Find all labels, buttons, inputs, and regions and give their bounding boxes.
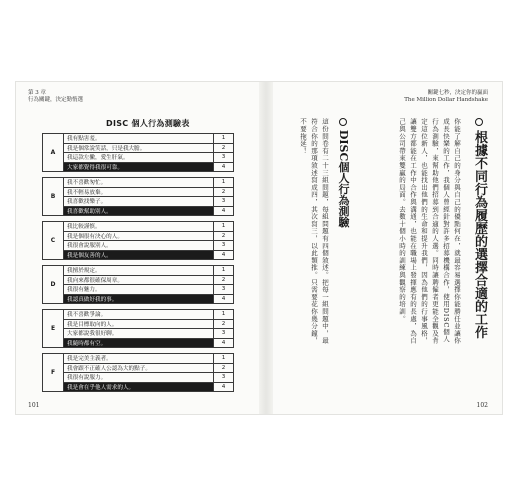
stopwatch-icon xyxy=(339,118,347,126)
score-cell: 3 xyxy=(214,241,234,251)
test-row xyxy=(43,382,234,392)
chapter-label: 第 3 章 xyxy=(28,90,46,96)
subsection-body: 這份問卷有二十三組問題，每組問題有四個敘述。把每一組問題中，最符合你的那項敘述寫成四，其次寫三，以此類推。只需要花你幾分鐘，不要拖延！ xyxy=(299,118,329,345)
disc-test-table xyxy=(42,133,234,392)
test-row xyxy=(43,222,234,232)
test-row xyxy=(43,143,234,153)
score-cell: 1 xyxy=(214,266,234,276)
score-cell: 2 xyxy=(214,275,234,285)
statement-text: 我是個很有決心的人。 xyxy=(64,231,214,241)
statement-text: 我喜歡找樂子。 xyxy=(64,197,214,207)
score-cell: 4 xyxy=(214,294,234,304)
test-row xyxy=(43,197,234,207)
statement-text: 我不喜歡匆忙。 xyxy=(64,178,214,188)
score-cell: 1 xyxy=(214,134,234,144)
score-cell: 2 xyxy=(214,231,234,241)
test-row xyxy=(43,310,234,320)
group-letter: F xyxy=(43,354,64,392)
test-row xyxy=(43,187,234,197)
test-row xyxy=(43,294,234,304)
group-letter: E xyxy=(43,310,64,348)
statement-text: 我很有說服力。 xyxy=(64,373,214,383)
left-page-number: 101 xyxy=(28,402,40,409)
statement-text: 我是個友善的人。 xyxy=(64,250,214,260)
statement-text: 我很有魅力。 xyxy=(64,285,214,295)
score-cell: 2 xyxy=(214,363,234,373)
statement-text: 大家都覺得我很可靠。 xyxy=(64,162,214,172)
score-cell: 3 xyxy=(214,329,234,339)
test-row xyxy=(43,338,234,348)
test-row xyxy=(43,373,234,383)
score-cell: 3 xyxy=(214,153,234,163)
statement-text: 我擅於規定。 xyxy=(64,266,214,276)
subsection-title-text: DISC個人行為測驗 xyxy=(337,129,350,228)
statement-text: 我認真做好我的事。 xyxy=(64,294,214,304)
book-title-zh: 關鍵七秒，決定你的贏面 xyxy=(427,90,488,96)
test-row xyxy=(43,162,234,172)
score-cell: 1 xyxy=(214,178,234,188)
stopwatch-icon xyxy=(475,118,483,126)
score-cell: 4 xyxy=(214,250,234,260)
statement-text: 我是個常說笑話，只是我大膽。 xyxy=(64,143,214,153)
group-letter: A xyxy=(43,134,64,172)
book-title-en: The Million Dollar Handshake xyxy=(404,97,488,103)
statement-text: 我會跟不正確人公認為大的點子。 xyxy=(64,363,214,373)
score-cell: 1 xyxy=(214,222,234,232)
score-cell: 3 xyxy=(214,373,234,383)
statement-text: 我比較謹慎。 xyxy=(64,222,214,232)
statement-text: 大家都說我很好聊。 xyxy=(64,329,214,339)
test-row xyxy=(43,178,234,188)
test-row xyxy=(43,354,234,364)
section-title xyxy=(472,118,486,339)
test-row xyxy=(43,241,234,251)
score-cell: 2 xyxy=(214,319,234,329)
test-row xyxy=(43,250,234,260)
score-cell: 2 xyxy=(214,143,234,153)
score-cell: 4 xyxy=(214,338,234,348)
group-letter: B xyxy=(43,178,64,216)
test-row xyxy=(43,363,234,373)
group-letter: D xyxy=(43,266,64,304)
test-row xyxy=(43,206,234,216)
score-cell: 4 xyxy=(214,162,234,172)
group-letter: C xyxy=(43,222,64,260)
statement-text: 我很會說服別人。 xyxy=(64,241,214,251)
test-row xyxy=(43,153,234,163)
statement-text: 我這款左撇，愛生肝氣。 xyxy=(64,153,214,163)
score-cell: 1 xyxy=(214,354,234,364)
section-title-text: 根據不同行為履歷的選擇合適的工作 xyxy=(472,130,487,339)
statement-text: 我不輕易放棄。 xyxy=(64,187,214,197)
right-running-header xyxy=(404,90,488,104)
score-cell: 4 xyxy=(214,206,234,216)
statement-text: 我有點害羞。 xyxy=(64,134,214,144)
statement-text: 我是完美主義者。 xyxy=(64,354,214,364)
left-running-header xyxy=(28,90,83,104)
statement-text: 我喜歡幫助別人。 xyxy=(64,206,214,216)
score-cell: 2 xyxy=(214,187,234,197)
score-cell: 1 xyxy=(214,310,234,320)
test-row xyxy=(43,285,234,295)
test-title: DISC 個人行為測驗表 xyxy=(106,119,190,128)
subsection-title xyxy=(337,118,349,227)
test-row xyxy=(43,134,234,144)
book-gutter xyxy=(259,82,273,414)
right-page-number: 102 xyxy=(476,402,488,409)
score-cell: 3 xyxy=(214,285,234,295)
score-cell: 4 xyxy=(214,382,234,392)
chapter-subtitle: 行為關鍵，決定勤惰選 xyxy=(28,97,84,103)
statement-text: 我是目標取向的人。 xyxy=(64,319,214,329)
test-row xyxy=(43,319,234,329)
statement-text: 我不喜歡爭論。 xyxy=(64,310,214,320)
test-row xyxy=(43,275,234,285)
statement-text: 我隨時都有空。 xyxy=(64,338,214,348)
statement-text: 我是會在乎他人需求的人。 xyxy=(64,382,214,392)
section-body: 你能了解自己的身分與自己的優點何在，就最容易選擇你能勝任並讓你成長快樂的工作，我個人曾經針對許多招募機構合作，使用DISC個人行為測驗，來幫助他們招募到合適的人選。同時讓聘僱者更能全觀及肯定這位新人，也能找出他們的生命和提升我們，因為他們的行事風格，讓雙方都能在工作中合作與溝通，也能在職場上發揮應有的長處，為自己與公司帶來雙贏的局面。去數十個小時的訓練與觀察的培訓。 xyxy=(398,118,461,345)
score-cell: 3 xyxy=(214,197,234,207)
statement-text: 我向來都很確保周章。 xyxy=(64,275,214,285)
test-row xyxy=(43,231,234,241)
test-row xyxy=(43,266,234,276)
book-spread xyxy=(16,82,502,414)
test-row xyxy=(43,329,234,339)
